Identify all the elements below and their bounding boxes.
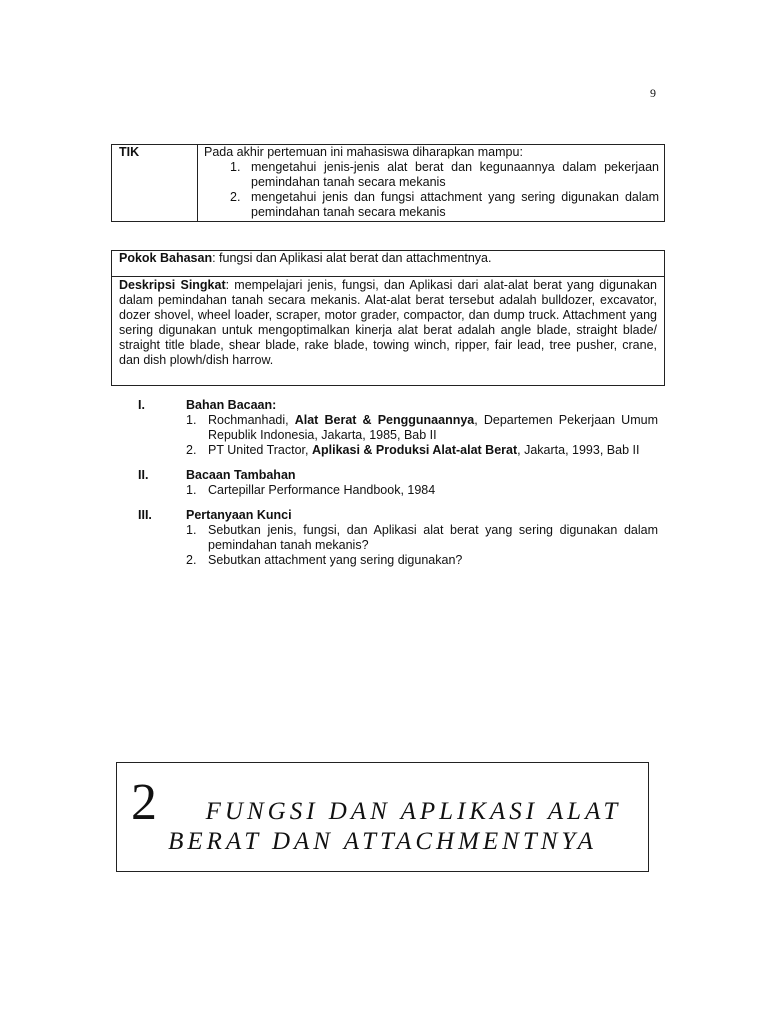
page-number: 9 [650,86,656,100]
tik-label: TIK [112,145,198,221]
item-text-plain: , Jakarta, 1993, Bab II [517,443,640,457]
section-bacaan-tambahan [138,468,658,498]
chapter-title-line-2: BERAT DAN ATTACHMENTNYA [168,828,597,855]
tik-table [111,144,665,222]
section-heading [138,468,658,483]
item-number: 1. [186,413,197,427]
item-text: mengetahui jenis-jenis alat berat dan kegunaannya dalam pekerjaan pemindahan tanah secara mekanis [251,160,659,189]
item-text: Sebutkan attachment yang sering digunakan? [208,553,463,567]
chapter-title-box [116,762,649,872]
pokok-bahasan-table [111,250,665,386]
item-number: 1. [186,483,197,497]
tik-intro: Pada akhir pertemuan ini mahasiswa diharapkan mampu: [204,145,523,159]
item-text [208,413,658,443]
list-item [204,160,659,190]
section-number: II. [138,468,149,482]
item-text: mengetahui jenis dan fungsi attachment yang sering digunakan dalam pemindahan tanah secara mekanis [251,190,659,219]
item-text-plain: PT United Tractor, [208,443,312,457]
section-bahan-bacaan [138,398,658,458]
deskripsi-label: Deskripsi Singkat [119,278,226,292]
section-title: Bacaan Tambahan [186,468,296,482]
reading-sections [138,398,658,578]
section-list [138,523,658,568]
item-text-plain: Rochmanhadi, [208,413,295,427]
item-text: Sebutkan jenis, fungsi, dan Aplikasi alat berat yang sering digunakan dalam pemindahan tanah mekanis? [208,523,658,552]
item-number: 2. [230,190,241,204]
section-list [138,413,658,458]
item-number: 2. [186,553,197,567]
item-text-bold: Alat Berat & Penggunaannya [294,413,475,427]
item-text-bold: Aplikasi & Produksi Alat-alat Berat [311,443,518,457]
pokok-bahasan-label: Pokok Bahasan [119,251,213,265]
section-heading [138,508,658,523]
tik-objectives-list [204,160,659,220]
section-number: III. [138,508,152,522]
item-text-plain: , Departemen Pekerjaan Umum Republik Indonesia, Jakarta, 1985, Bab II [208,413,658,442]
chapter-title-line-1 [131,773,638,832]
deskripsi-text: : mempelajari jenis, fungsi, dan Aplikasi dari alat-alat berat yang digunakan dalam pemindahan tanah secara mekanis. Alat-alat berat tersebut adalah bulldozer, excavator, dozer shovel, wheel loader, scraper, motor grader, compactor, dan dump truck. Attachment yang sering digunakan untuk mengoptimalkan kinerja alat berat adalah angle blade, straight blade/ straight title blade, shear blade, rake blade, towing winch, ripper, fair lead, tree pusher, crane, dan dish plowh/dish harrow. [119,278,657,367]
tik-content [198,145,664,221]
list-item [186,483,658,498]
list-item [186,523,658,553]
section-pertanyaan-kunci [138,508,658,568]
item-text [208,443,658,458]
list-item [186,553,658,568]
pokok-bahasan-row [112,251,664,277]
list-item [186,413,658,443]
item-text: Cartepillar Performance Handbook, 1984 [208,483,436,497]
item-number: 1. [186,523,197,537]
item-number: 1. [230,160,241,174]
pokok-bahasan-text: : fungsi dan Aplikasi alat berat dan attachmentnya. [212,251,492,265]
list-item [204,190,659,220]
deskripsi-singkat [112,277,664,368]
section-number: I. [138,398,145,412]
chapter-title-text: FUNGSI DAN APLIKASI ALAT [205,798,622,825]
chapter-number: 2 [131,774,157,831]
section-title: Pertanyaan Kunci [186,508,292,522]
item-number: 2. [186,443,197,457]
list-item [186,443,658,458]
section-list [138,483,658,498]
section-title: Bahan Bacaan: [186,398,277,412]
section-heading [138,398,658,413]
